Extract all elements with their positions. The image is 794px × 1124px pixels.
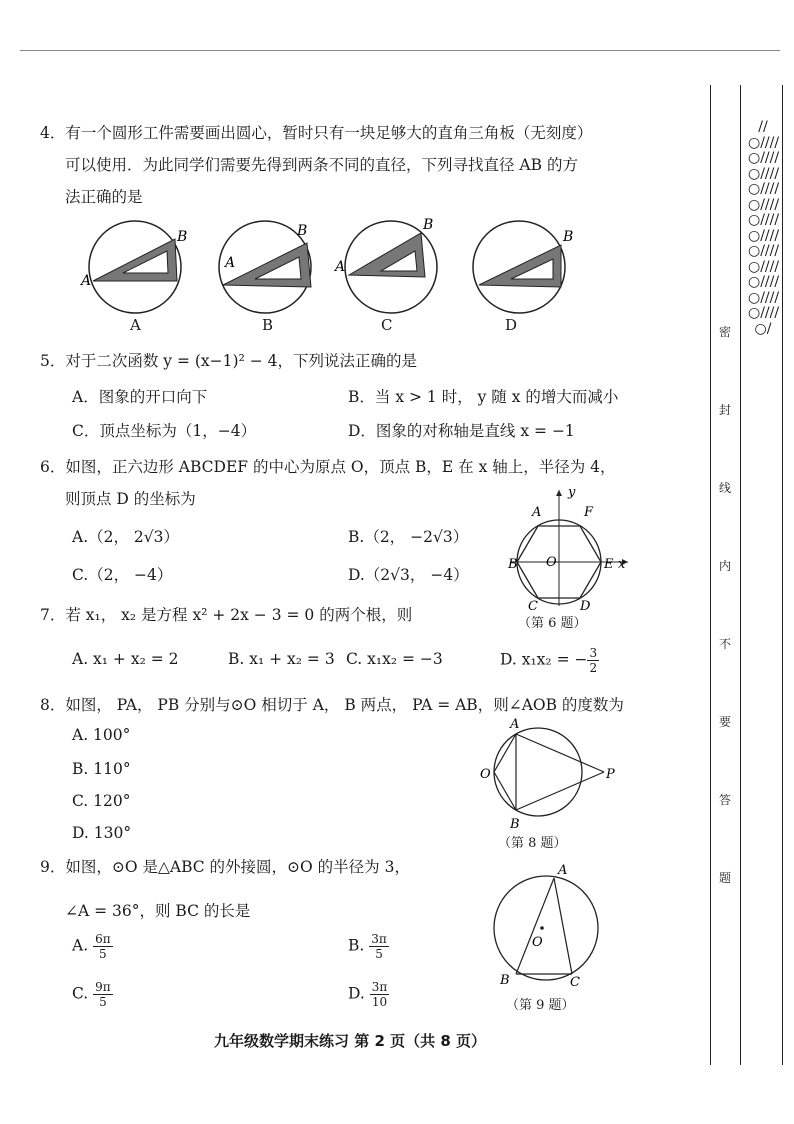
q6-label-e: E bbox=[604, 557, 614, 572]
q7-stem: 7．若 x₁， x₂ 是方程 x² + 2x − 3 = 0 的两个根，则 bbox=[40, 606, 413, 624]
q8-option-a[interactable]: A. 100° bbox=[72, 726, 131, 744]
q7-option-d[interactable] bbox=[500, 646, 599, 675]
q5-option-a[interactable]: A．图象的开口向下 bbox=[72, 388, 208, 406]
q6-option-c[interactable]: C.（2， −4） bbox=[72, 566, 173, 584]
sidebar-word: 内 bbox=[718, 559, 731, 573]
q8-label-b: B bbox=[510, 817, 520, 832]
q6-caption: （第 6 题） bbox=[518, 616, 587, 631]
q9-option-d[interactable]: D. $\frac{3\pi}{10}$ bbox=[348, 980, 388, 1009]
sidebar-word: 要 bbox=[718, 715, 731, 729]
q7-option-a[interactable]: A. x₁ + x₂ = 2 bbox=[72, 650, 179, 668]
q9-label-o: O bbox=[532, 935, 543, 950]
sidebar-word: 答 bbox=[718, 793, 731, 807]
q4-line3: 法正确的是 bbox=[65, 188, 143, 206]
q4d-pt-b: B bbox=[563, 229, 574, 245]
q8-figure bbox=[480, 710, 620, 834]
q5-option-d[interactable]: D．图象的对称轴是直线 x = −1 bbox=[348, 422, 575, 440]
sidebar-word: 封 bbox=[718, 403, 731, 417]
q4-line2: 可以使用．为此同学们需要先得到两条不同的直径，下列寻找直径 AB 的方 bbox=[65, 156, 578, 174]
q8-stem: 8．如图， PA， PB 分别与⊙O 相切于 A， B 两点， PA = AB，则∠AOB 的度数为 bbox=[40, 696, 624, 714]
q7-option-d-prefix: D. x₁x₂ = − bbox=[500, 650, 588, 669]
q8-label-p: P bbox=[606, 767, 615, 782]
q9-caption: （第 9 题） bbox=[506, 998, 575, 1013]
q6-label-y: y bbox=[568, 485, 576, 500]
q4b-pt-a: A bbox=[225, 255, 236, 271]
sidebar-word: 题 bbox=[718, 871, 731, 885]
sidebar-word: 密 bbox=[718, 325, 731, 339]
q8-option-b[interactable]: B. 110° bbox=[72, 760, 131, 778]
sidebar-rule-right bbox=[782, 85, 783, 1065]
q9-option-b[interactable]: B. $\frac{3\pi}{5}$ bbox=[348, 932, 387, 961]
q4a-pt-b: B bbox=[177, 229, 188, 245]
q6-label-a: A bbox=[532, 505, 542, 520]
q9-label-a: A bbox=[558, 863, 568, 878]
sidebar-words bbox=[714, 85, 736, 1065]
q9-label-b: B bbox=[500, 973, 510, 988]
q7-option-b[interactable]: B. x₁ + x₂ = 3 bbox=[228, 650, 335, 668]
q6-option-d[interactable]: D.（2√3， −4） bbox=[348, 566, 469, 584]
q5-stem: 5．对于二次函数 y = (x−1)² − 4，下列说法正确的是 bbox=[40, 352, 417, 370]
q6-option-a[interactable]: A.（2， 2√3） bbox=[72, 528, 180, 546]
q8-caption: （第 8 题） bbox=[498, 836, 567, 851]
q6-figure bbox=[500, 484, 640, 614]
q4-figure-d bbox=[473, 221, 573, 313]
top-rule bbox=[20, 50, 780, 51]
q4-option-c[interactable]: C bbox=[381, 316, 393, 334]
q4-option-a[interactable]: A bbox=[130, 316, 141, 334]
q7-option-d-fraction: $\frac{3}{2}$ bbox=[589, 646, 598, 675]
q4c-pt-b: B bbox=[423, 217, 434, 233]
sidebar-seal-pattern: //○////○////○////○////○////○////○////○////○////○////○////○////○/ bbox=[748, 119, 780, 337]
q6-label-f: F bbox=[584, 505, 594, 520]
q8-option-d[interactable]: D. 130° bbox=[72, 824, 132, 842]
q6-label-o: O bbox=[546, 555, 557, 570]
q6-label-c: C bbox=[528, 599, 538, 614]
q7-option-c[interactable]: C. x₁x₂ = −3 bbox=[346, 650, 443, 668]
q6-label-b: B bbox=[508, 557, 518, 572]
page-footer: 九年级数学期末练习 第 2 页（共 8 页） bbox=[214, 1032, 486, 1050]
sidebar-rule-mid bbox=[740, 85, 741, 1065]
q9-option-a[interactable]: A. $\frac{6\pi}{5}$ bbox=[72, 932, 111, 961]
q9-label-c: C bbox=[570, 975, 580, 988]
q4-option-b[interactable]: B bbox=[262, 316, 274, 334]
q4b-pt-b: B bbox=[297, 223, 308, 239]
q8-label-a: A bbox=[510, 717, 520, 732]
q4-figure-a bbox=[79, 221, 187, 313]
q9-line1: 9．如图，⊙O 是△ABC 的外接圆，⊙O 的半径为 3， bbox=[40, 858, 410, 876]
q8-option-c[interactable]: C. 120° bbox=[72, 792, 131, 810]
sidebar-word: 不 bbox=[718, 637, 731, 651]
sidebar-word: 线 bbox=[718, 481, 731, 495]
q5-option-c[interactable]: C．顶点坐标为（1，−4） bbox=[72, 422, 257, 440]
q4-figures bbox=[75, 215, 595, 315]
q4c-pt-a: A bbox=[335, 259, 346, 275]
q4a-pt-a: A bbox=[81, 273, 92, 289]
q4-line1: 4．有一个圆形工件需要画出圆心，暂时只有一块足够大的直角三角板（无刻度） bbox=[40, 124, 593, 142]
q6-label-d: D bbox=[580, 599, 591, 614]
q5-option-b[interactable]: B．当 x > 1 时， y 随 x 的增大而减小 bbox=[348, 388, 619, 406]
sidebar-rule-left bbox=[710, 85, 711, 1065]
q6-option-b[interactable]: B.（2， −2√3） bbox=[348, 528, 469, 546]
q6-line2: 则顶点 D 的坐标为 bbox=[65, 490, 196, 508]
q9-option-c[interactable]: C. $\frac{9\pi}{5}$ bbox=[72, 980, 111, 1009]
q8-label-o: O bbox=[480, 767, 491, 782]
q4-figure-c bbox=[333, 217, 437, 313]
q6-label-x: x bbox=[618, 557, 626, 572]
q4-option-d[interactable]: D bbox=[505, 316, 518, 334]
q9-line2: ∠A = 36°，则 BC 的长是 bbox=[65, 902, 251, 920]
q4-figure-b bbox=[219, 221, 311, 313]
q6-line1: 6．如图，正六边形 ABCDEF 的中心为原点 O，顶点 B，E 在 x 轴上，半径为 4， bbox=[40, 458, 616, 476]
q9-figure bbox=[488, 858, 608, 988]
